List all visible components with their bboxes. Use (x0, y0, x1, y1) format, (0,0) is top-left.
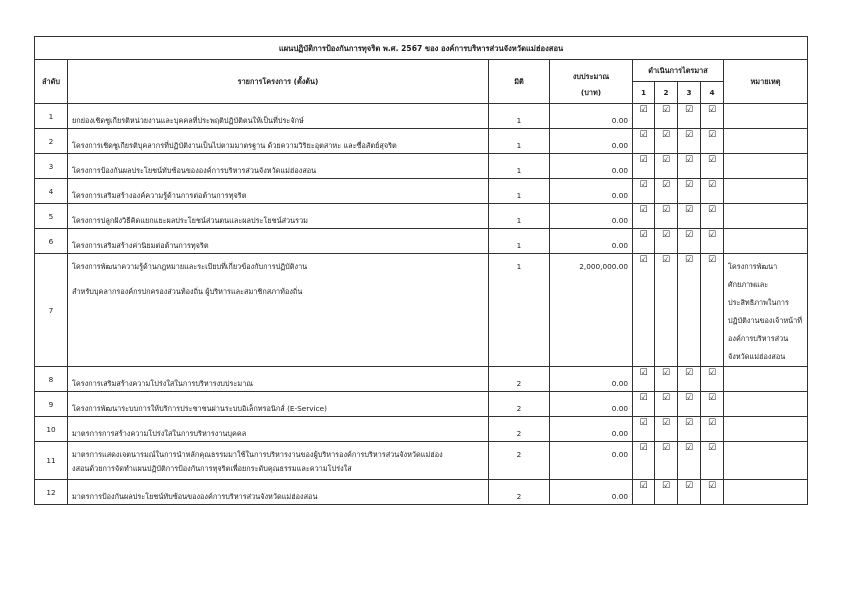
checkbox-checked-icon: ☑ (639, 105, 648, 115)
checkbox-checked-icon: ☑ (684, 255, 694, 265)
row-quarter-4 (701, 154, 724, 179)
row-project-name (68, 480, 489, 505)
row-project-name (68, 392, 489, 417)
checkbox-checked-icon: ☑ (707, 230, 717, 240)
row-indicator: 1 (489, 254, 550, 367)
checkbox-checked-icon: ☑ (707, 155, 717, 165)
checkbox-checked-icon: ☑ (707, 180, 717, 190)
row-note (724, 480, 808, 505)
row-budget: 0.00 (550, 442, 633, 480)
checkbox-checked-icon: ☑ (707, 205, 717, 215)
row-note (724, 229, 808, 254)
row-quarter-2 (655, 129, 678, 154)
document-title: แผนปฏิบัติการป้องกันการทุจริต พ.ศ. 2567 ของ องค์การบริหารส่วนจังหวัดแม่ฮ่องสอน (35, 37, 808, 60)
row-quarter-3 (678, 204, 701, 229)
checkbox-checked-icon: ☑ (707, 368, 717, 378)
row-quarter-1 (633, 104, 655, 129)
row-quarter-3 (678, 417, 701, 442)
table-row (35, 204, 808, 229)
checkbox-checked-icon: ☑ (684, 105, 694, 115)
table-row (35, 392, 808, 417)
row-project-name (68, 204, 489, 229)
row-quarter-2 (655, 229, 678, 254)
row-project-name-line-1: โครงการปลูกฝังวิธีคิดแยกแยะผลประโยชน์ส่วนตนและผลประโยชน์ส่วนรวม (72, 216, 308, 225)
row-seq: 3 (35, 154, 68, 179)
checkbox-checked-icon: ☑ (707, 418, 717, 428)
row-budget: 0.00 (550, 154, 633, 179)
row-budget: 0.00 (550, 417, 633, 442)
row-project-name-line-1: ยกย่องเชิดชูเกียรติหน่วยงานและบุคคลที่ประพฤติปฏิบัติตนให้เป็นที่ประจักษ์ (72, 116, 304, 125)
checkbox-checked-icon: ☑ (639, 481, 648, 491)
row-project-name-line-1: โครงการเสริมสร้างองค์ความรู้ด้านการต่อต้านการทุจริต (72, 191, 247, 200)
row-project-name (68, 254, 489, 367)
checkbox-checked-icon: ☑ (707, 393, 717, 403)
checkbox-checked-icon: ☑ (661, 255, 671, 265)
checkbox-checked-icon: ☑ (684, 393, 694, 403)
anti-corruption-plan-table (34, 36, 808, 505)
table-row (35, 442, 808, 480)
table-row (35, 367, 808, 392)
row-project-name (68, 129, 489, 154)
row-quarter-3 (678, 367, 701, 392)
row-quarter-4 (701, 104, 724, 129)
row-quarter-4 (701, 442, 724, 480)
row-note (724, 417, 808, 442)
row-quarter-4 (701, 480, 724, 505)
row-budget: 0.00 (550, 204, 633, 229)
checkbox-checked-icon: ☑ (639, 418, 648, 428)
checkbox-checked-icon: ☑ (684, 418, 694, 428)
table-row (35, 480, 808, 505)
checkbox-checked-icon: ☑ (707, 255, 717, 265)
row-quarter-4 (701, 129, 724, 154)
row-project-name-line-2: งสอนด้วยการจัดทำแผนปฏิบัติการป้องกันการทุจริตเพื่อยกระดับคุณธรรมและความโปร่งใส (72, 464, 352, 473)
row-note (724, 367, 808, 392)
checkbox-checked-icon: ☑ (639, 393, 648, 403)
checkbox-checked-icon: ☑ (661, 418, 671, 428)
row-project-name (68, 417, 489, 442)
row-quarter-1 (633, 417, 655, 442)
row-quarter-2 (655, 154, 678, 179)
row-note (724, 154, 808, 179)
row-quarter-2 (655, 179, 678, 204)
row-project-name-line-1: มาตรการแสดงเจตนารมณ์ในการนำหลักคุณธรรมมาใช้ในการบริหารงานของผู้บริหารองค์การบริหารส่วนจังหวัดแม่ฮ่อง (72, 450, 443, 459)
row-seq: 4 (35, 179, 68, 204)
row-indicator: 1 (489, 129, 550, 154)
row-budget: 0.00 (550, 179, 633, 204)
row-project-name-line-1: โครงการเสริมสร้างค่านิยมต่อต้านการทุจริต (72, 241, 209, 250)
checkbox-checked-icon: ☑ (707, 130, 717, 140)
row-budget: 0.00 (550, 129, 633, 154)
row-quarter-3 (678, 392, 701, 417)
row-quarter-1 (633, 392, 655, 417)
row-budget: 0.00 (550, 104, 633, 129)
plan-sheet (34, 36, 807, 505)
row-project-name-line-1: มาตรการป้องกันผลประโยชน์ทับซ้อนขององค์การบริหารส่วนจังหวัดแม่ฮ่องสอน (72, 492, 318, 501)
table-row (35, 129, 808, 154)
row-note (724, 442, 808, 480)
row-indicator: 1 (489, 229, 550, 254)
row-quarter-4 (701, 254, 724, 367)
checkbox-checked-icon: ☑ (684, 205, 694, 215)
row-project-name (68, 104, 489, 129)
table-row (35, 104, 808, 129)
row-seq: 7 (35, 254, 68, 367)
table-body (35, 104, 808, 505)
row-quarter-2 (655, 442, 678, 480)
row-project-name-line-1: โครงการเสริมสร้างความโปร่งใสในการบริหารงบประมาณ (72, 379, 254, 388)
header-project-name: รายการโครงการ (ตั้งต้น) (68, 60, 489, 104)
checkbox-checked-icon: ☑ (684, 155, 694, 165)
row-quarter-2 (655, 367, 678, 392)
row-quarter-3 (678, 229, 701, 254)
row-indicator: 2 (489, 442, 550, 480)
row-seq: 12 (35, 480, 68, 505)
header-indicator: มิติ (489, 60, 550, 104)
header-quarter-2: 2 (655, 82, 678, 104)
row-project-name (68, 179, 489, 204)
row-quarter-3 (678, 480, 701, 505)
row-budget: 0.00 (550, 367, 633, 392)
row-project-name-line-2: สำหรับบุคลากรองค์กรปกครองส่วนท้องถิ่น ผู้บริหารและสมาชิกสภาท้องถิ่น (72, 287, 303, 296)
table-row (35, 229, 808, 254)
header-quarters: ดำเนินการไตรมาส (633, 60, 724, 82)
row-note (724, 204, 808, 229)
row-quarter-1 (633, 480, 655, 505)
checkbox-checked-icon: ☑ (684, 368, 694, 378)
checkbox-checked-icon: ☑ (661, 230, 671, 240)
checkbox-checked-icon: ☑ (684, 130, 694, 140)
checkbox-checked-icon: ☑ (639, 180, 648, 190)
row-quarter-3 (678, 154, 701, 179)
row-quarter-4 (701, 417, 724, 442)
row-quarter-4 (701, 204, 724, 229)
row-budget: 2,000,000.00 (550, 254, 633, 367)
row-indicator: 1 (489, 154, 550, 179)
row-note (724, 179, 808, 204)
row-seq: 11 (35, 442, 68, 480)
row-indicator: 1 (489, 204, 550, 229)
row-quarter-1 (633, 442, 655, 480)
row-seq: 5 (35, 204, 68, 229)
row-project-name (68, 154, 489, 179)
row-indicator: 2 (489, 367, 550, 392)
checkbox-checked-icon: ☑ (661, 205, 671, 215)
row-seq: 10 (35, 417, 68, 442)
row-seq: 9 (35, 392, 68, 417)
row-quarter-3 (678, 442, 701, 480)
row-quarter-1 (633, 367, 655, 392)
row-project-name-line-1: โครงการป้องกันผลประโยชน์ทับซ้อนขององค์การบริหารส่วนจังหวัดแม่ฮ่องสอน (72, 166, 317, 175)
row-quarter-1 (633, 254, 655, 367)
checkbox-checked-icon: ☑ (684, 180, 694, 190)
row-project-name (68, 367, 489, 392)
row-seq: 6 (35, 229, 68, 254)
row-quarter-2 (655, 104, 678, 129)
row-quarter-2 (655, 204, 678, 229)
row-quarter-3 (678, 254, 701, 367)
row-project-name-line-1: โครงการเชิดชูเกียรติบุคลากรที่ปฏิบัติงานเป็นไปตามมาตรฐาน ด้วยความวิริยะอุตสาหะ และซื่อสัตย์สุจริต (72, 141, 397, 150)
header-seq: ลำดับ (35, 60, 68, 104)
row-quarter-4 (701, 367, 724, 392)
row-project-name (68, 229, 489, 254)
row-indicator: 1 (489, 104, 550, 129)
checkbox-checked-icon: ☑ (661, 155, 671, 165)
checkbox-checked-icon: ☑ (684, 481, 694, 491)
checkbox-checked-icon: ☑ (661, 180, 671, 190)
row-note: โครงการพัฒนาศักยภาพและประสิทธิภาพในการปฏิบัติงานของเจ้าหน้าที่องค์การบริหารส่วนจังหวัดแม่ฮ่องสอน (724, 254, 808, 367)
row-indicator: 2 (489, 480, 550, 505)
row-budget: 0.00 (550, 392, 633, 417)
header-quarter-1: 1 (633, 82, 655, 104)
table-row (35, 179, 808, 204)
row-quarter-2 (655, 392, 678, 417)
header-quarter-4: 4 (701, 82, 724, 104)
row-indicator: 2 (489, 392, 550, 417)
checkbox-checked-icon: ☑ (661, 130, 671, 140)
row-project-name-line-1: โครงการพัฒนาระบบการให้บริการประชาชนผ่านระบบอิเล็กทรอนิกส์ (E-Service) (72, 404, 327, 413)
checkbox-checked-icon: ☑ (639, 255, 648, 265)
checkbox-checked-icon: ☑ (707, 481, 717, 491)
checkbox-checked-icon: ☑ (639, 155, 648, 165)
row-seq: 8 (35, 367, 68, 392)
row-indicator: 1 (489, 179, 550, 204)
row-quarter-3 (678, 129, 701, 154)
row-quarter-4 (701, 392, 724, 417)
row-quarter-4 (701, 179, 724, 204)
row-quarter-3 (678, 104, 701, 129)
checkbox-checked-icon: ☑ (684, 230, 694, 240)
table-row (35, 417, 808, 442)
checkbox-checked-icon: ☑ (639, 205, 648, 215)
row-seq: 1 (35, 104, 68, 129)
row-quarter-2 (655, 254, 678, 367)
checkbox-checked-icon: ☑ (684, 443, 694, 453)
checkbox-checked-icon: ☑ (661, 105, 671, 115)
row-note (724, 129, 808, 154)
row-quarter-2 (655, 480, 678, 505)
header-budget-unit: (บาท) (550, 82, 633, 104)
row-budget: 0.00 (550, 480, 633, 505)
row-project-name-line-1: มาตรการการสร้างความโปร่งใสในการบริหารงานบุคคล (72, 429, 247, 438)
row-quarter-4 (701, 229, 724, 254)
checkbox-checked-icon: ☑ (639, 368, 648, 378)
header-budget: งบประมาณ (550, 60, 633, 82)
row-seq: 2 (35, 129, 68, 154)
checkbox-checked-icon: ☑ (661, 393, 671, 403)
row-quarter-1 (633, 179, 655, 204)
checkbox-checked-icon: ☑ (661, 443, 671, 453)
table-row (35, 254, 808, 367)
row-quarter-1 (633, 229, 655, 254)
checkbox-checked-icon: ☑ (639, 230, 648, 240)
row-quarter-2 (655, 417, 678, 442)
checkbox-checked-icon: ☑ (639, 443, 648, 453)
checkbox-checked-icon: ☑ (639, 130, 648, 140)
header-quarter-3: 3 (678, 82, 701, 104)
row-quarter-1 (633, 129, 655, 154)
row-note (724, 392, 808, 417)
checkbox-checked-icon: ☑ (661, 368, 671, 378)
row-indicator: 2 (489, 417, 550, 442)
checkbox-checked-icon: ☑ (707, 443, 717, 453)
row-project-name-line-1: โครงการพัฒนาความรู้ด้านกฎหมายและระเบียบที่เกี่ยวข้องกับการปฏิบัติงาน (72, 262, 308, 271)
row-quarter-1 (633, 204, 655, 229)
header-note: หมายเหตุ (724, 60, 808, 104)
checkbox-checked-icon: ☑ (661, 481, 671, 491)
row-quarter-3 (678, 179, 701, 204)
row-budget: 0.00 (550, 229, 633, 254)
row-quarter-1 (633, 154, 655, 179)
table-row (35, 154, 808, 179)
row-project-name (68, 442, 489, 480)
row-note (724, 104, 808, 129)
checkbox-checked-icon: ☑ (707, 105, 717, 115)
